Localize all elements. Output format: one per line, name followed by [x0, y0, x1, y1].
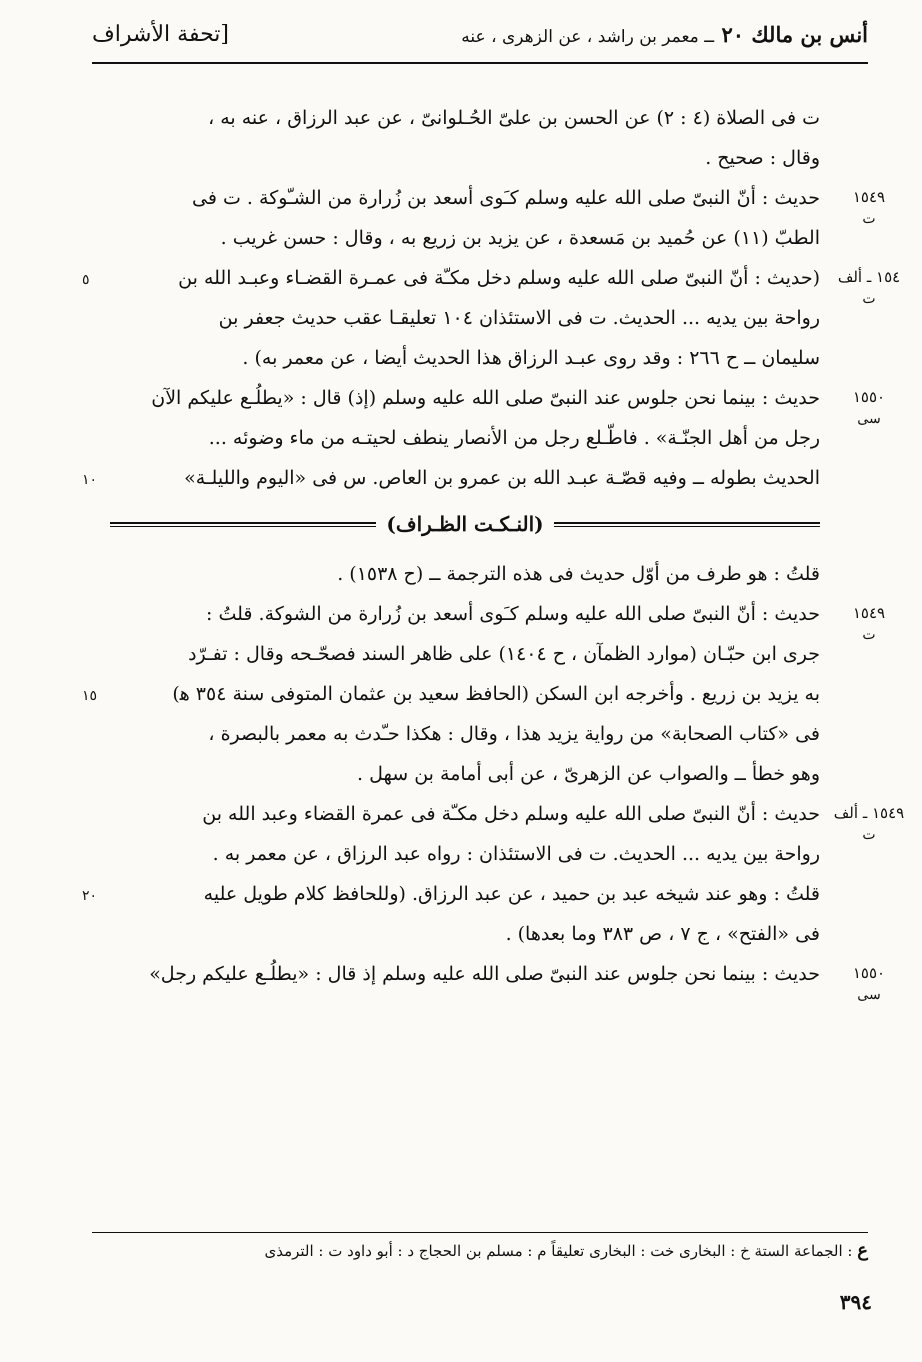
hadith-number-value: ١٥٤٩: [852, 188, 886, 206]
footnote-rule: [92, 1232, 868, 1233]
source-code: ت: [862, 291, 876, 307]
text-line: حديث : بينما نحن جلوس عند النبىّ صلى الله عليه وسلم إذ قال : «يطلُـع عليكم رجل»: [149, 963, 820, 985]
source-code: ت: [862, 211, 876, 227]
text-line: وقال : صحيح .: [705, 147, 820, 169]
hadith-number-value: ١٥٥٠: [852, 964, 886, 982]
text-line: فى «الفتح» ، ج ٧ ، ص ٣٨٣ وما بعدها) .: [505, 923, 820, 945]
hadith-number: [830, 954, 908, 1006]
nukat-entry: [82, 794, 905, 954]
hadith-entry: [82, 378, 886, 498]
text-line: حديث : أنّ النبىّ صلى الله عليه وسلم كـَوى أسعد بن زُرارة من الشوكة. قلتُ :: [206, 603, 820, 625]
line-number: ١٥: [82, 688, 98, 704]
hadith-entry: [82, 258, 901, 378]
text-line: فى «كتاب الصحابة» من رواية يزيد هذا ، وقال : هكذا حـّدث به معمر بالبصرة ،: [208, 723, 820, 745]
text-line: رواحة بين يديه ... الحديث. ت فى الاستئذان : رواه عبد الرزاق ، عن معمر به .: [212, 843, 820, 865]
line-number: ٢٠: [82, 888, 98, 904]
section-divider: [110, 502, 820, 548]
page-number: ٣٩٤: [839, 1290, 872, 1314]
source-code: سى: [857, 987, 881, 1003]
hadith-number-value: ١٥٤ ـ ألف: [837, 268, 901, 286]
line-number: ٥: [82, 272, 90, 288]
header-title: أنس بن مالك: [751, 22, 868, 47]
hadith-entry: [110, 178, 886, 258]
nukat-entry: [110, 554, 820, 594]
hadith-number: [830, 794, 908, 846]
text-line: وهو خطأ ــ والصواب عن الزهرىّ ، عن أبى أمامة بن سهل .: [357, 763, 820, 785]
text-line: به يزيد بن زريع . وأخرجه ابن السكن (الحافظ سعيد بن عثمان المتوفى سنة ٣٥٤ ﻫ): [172, 683, 820, 705]
text-line: سليمان ــ ح ٢٦٦ : وقد روى عبـد الرزاق هذا الحديث أيضا ، عن معمر به) .: [242, 347, 820, 369]
text-line: حديث : أنّ النبىّ صلى الله عليه وسلم كـَوى أسعد بن زُرارة من الشـّوكة . ت فى: [192, 187, 820, 209]
hadith-number-value: ١٥٤٩: [852, 604, 886, 622]
text-line: الطبّ (١١) عن حُميد بن مَسعدة ، عن يزيد بن زريع به ، وقال : حسن غريب .: [220, 227, 820, 249]
section-title: (النـكـت الظـراف): [376, 502, 553, 546]
header-subtitle: ــ معمر بن راشد ، عن الزهرى ، عنه: [461, 27, 715, 47]
hadith-number-value: ١٥٥٠: [852, 388, 886, 406]
hadith-entry: [110, 98, 820, 178]
hadith-number: [830, 378, 908, 430]
hadith-number: [830, 258, 908, 310]
header-number: ٢٠: [721, 22, 745, 47]
text-line: قلتُ : وهو عند شيخه عبد بن حميد ، عن عبد الرزاق. (وللحافظ كلام طويل عليه: [203, 883, 820, 905]
hadith-number: [830, 594, 908, 646]
text-line: جرى ابن حبّـان (موارد الظمآن ، ح ١٤٠٤) على ظاهر السند فصحّـحه وقال : تفـرّد: [188, 643, 820, 665]
nukat-entry: [82, 594, 886, 794]
abbreviations-key: [92, 1236, 868, 1266]
hadith-number-value: ١٥٤٩ ـ ألف: [833, 804, 905, 822]
line-number: ١٠: [82, 472, 98, 488]
nukat-entry: [110, 954, 886, 1003]
source-code: سى: [857, 411, 881, 427]
header-title-block: [461, 22, 868, 47]
text-line: رجل من أهل الجنّـة» . فاطّـلع رجل من الأنصار ينطف لحيتـه من ماء وضوئه ...: [208, 427, 820, 449]
text-line: ت فى الصلاة (٤ : ٢) عن الحسن بن علىّ الحُـلوانىّ ، عن عبد الرزاق ، عنه به ،: [208, 107, 820, 129]
abbreviation-text: : الجماعة الستة خ : البخارى خت : البخارى تعليقاً م : مسلم بن الحجاج د : أبو داود ت : الترمذى: [264, 1242, 853, 1260]
text-line: الحديث بطوله ــ وفيه قصّـة عبـد الله بن عمرو بن العاص. س فى «اليوم والليلـة»: [184, 467, 820, 489]
text-line: حديث : أنّ النبىّ صلى الله عليه وسلم دخل مكـّة فى عمرة القضاء وعبد الله بن: [202, 803, 820, 825]
source-code: ت: [862, 627, 876, 643]
header-rule: [92, 62, 868, 64]
abbreviation-lead: ع: [857, 1240, 868, 1261]
text-line: رواحة بين يديه ... الحديث. ت فى الاستئذان ١٠٤ تعليقـا عقب حديث جعفر بن: [218, 307, 820, 329]
running-header: [92, 14, 868, 60]
text-line: (حديث : أنّ النبىّ صلى الله عليه وسلم دخل مكـّة فى عمـرة القضـاء وعبـد الله بن: [178, 267, 820, 289]
source-code: ت: [862, 827, 876, 843]
hadith-number: [830, 178, 908, 230]
header-book-title: [تحفة الأشراف: [92, 22, 229, 47]
main-text: [82, 98, 905, 1003]
text-line: قلتُ : هو طرف من أوّل حديث فى هذه الترجمة ــ (ح ١٥٣٨) .: [337, 563, 820, 585]
text-line: حديث : بينما نحن جلوس عند النبىّ صلى الله عليه وسلم (إذ) قال : «يطلُـع عليكم الآن: [151, 387, 820, 409]
